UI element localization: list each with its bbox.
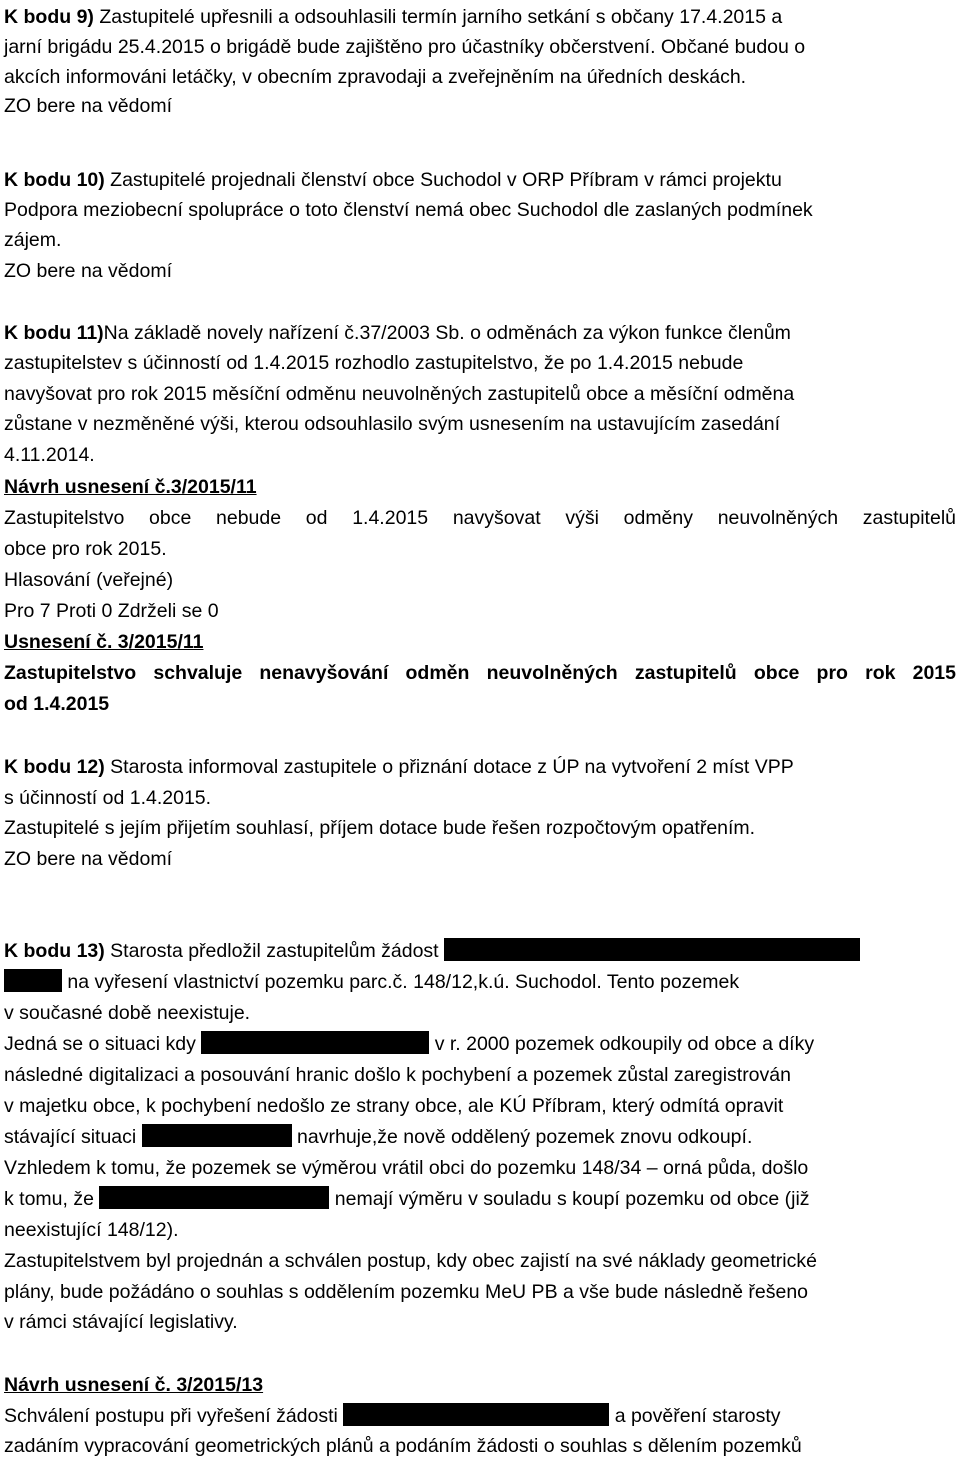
redaction-block — [444, 938, 860, 961]
point-13-line-1: K bodu 13) Starosta předložil zastupitelům žádost — [4, 936, 860, 966]
point-11-heading: K bodu 11) — [4, 322, 104, 344]
point-10-line-2: Podpora meziobecní spolupráce o toto členství nemá obec Suchodol dle zaslaných podmínek — [4, 199, 813, 221]
point-13-line-14: Schválení postupu při vyřešení žádosti a pověření starosty — [4, 1405, 781, 1427]
point-10-note: ZO bere na vědomí — [4, 260, 172, 282]
point-10-line-3: zájem. — [4, 229, 62, 251]
point-12-note: ZO bere na vědomí — [4, 848, 172, 870]
resolution-proposal-text-1: Zastupitelstvo obce nebude od 1.4.2015 navyšovat výši odměny neuvolněných zastupitelů — [4, 507, 956, 529]
point-13-line-3: v současné době neexistuje. — [4, 1002, 251, 1024]
point-12-heading: K bodu 12) — [4, 756, 105, 778]
point-13-line-15: zadáním vypracování geometrických plánů a podáním žádosti o souhlas s dělením pozemků — [4, 1435, 802, 1457]
point-12-line-1: K bodu 12) Starosta informoval zastupitele o přiznání dotace z ÚP na vytvoření 2 míst VPP — [4, 756, 794, 778]
point-13-line-7: stávající situaci navrhuje,že nově oddělený pozemek znovu odkoupí. — [4, 1126, 753, 1148]
point-11-line-1: K bodu 11)Na základě novely nařízení č.37/2003 Sb. o odměnách za výkon funkce členům — [4, 322, 791, 344]
redaction-block — [142, 1124, 292, 1147]
point-13-line-11: Zastupitelstvem byl projednán a schválen postup, kdy obec zajistí na své náklady geometrické — [4, 1250, 817, 1272]
point-13-line-10: neexistující 148/12). — [4, 1219, 179, 1241]
point-13-line-4: Jedná se o situaci kdy v r. 2000 pozemek odkoupily od obce a díky — [4, 1033, 815, 1055]
point-13-line-12: plány, bude požádáno o souhlas s oddělením pozemku MeU PB a vše bude následně řešeno — [4, 1281, 809, 1303]
redaction-block — [201, 1031, 429, 1054]
resolution-text-2: od 1.4.2015 — [4, 693, 110, 715]
point-12-line-3: Zastupitelé s jejím přijetím souhlasí, příjem dotace bude řešen rozpočtovým opatřením. — [4, 817, 756, 839]
point-11-line-2: zastupitelstev s účinností od 1.4.2015 rozhodlo zastupitelstvo, že po 1.4.2015 nebude — [4, 352, 744, 374]
point-9-line-3: akcích informováni letáčky, v obecním zpravodaji a zveřejněním na úředních deskách. — [4, 66, 747, 88]
point-13-line-5: následné digitalizaci a posouvání hranic došlo k pochybení a pozemek zůstal zaregistrován — [4, 1064, 791, 1086]
voting-result: Pro 7 Proti 0 Zdrželi se 0 — [4, 600, 219, 622]
voting-heading: Hlasování (veřejné) — [4, 569, 174, 591]
point-13-line-9: k tomu, že nemají výměru v souladu s koupí pozemku od obce (již — [4, 1188, 810, 1210]
point-9-note: ZO bere na vědomí — [4, 95, 172, 117]
point-10-line-1: K bodu 10) Zastupitelé projednali členství obce Suchodol v ORP Příbram v rámci projektu — [4, 169, 782, 191]
resolution-text-1: Zastupitelstvo schvaluje nenavyšování odměn neuvolněných zastupitelů obce pro rok 2015 — [4, 662, 956, 684]
point-9-line-2: jarní brigádu 25.4.2015 o brigádě bude zajištěno pro účastníky občerstvení. Občané budou o — [4, 36, 806, 58]
resolution-proposal-heading-13: Návrh usnesení č. 3/2015/13 — [4, 1374, 264, 1396]
resolution-proposal-heading: Návrh usnesení č.3/2015/11 — [4, 476, 257, 498]
point-13-line-6: v majetku obce, k pochybení nedošlo ze strany obce, ale KÚ Příbram, který odmítá opravit — [4, 1095, 784, 1117]
redaction-block — [343, 1403, 609, 1426]
point-13-line-13: v rámci stávající legislativy. — [4, 1311, 238, 1333]
point-13-line-2: na vyřesení vlastnictví pozemku parc.č. 148/12,k.ú. Suchodol. Tento pozemek — [4, 967, 739, 997]
redaction-block — [4, 969, 62, 992]
point-13-heading: K bodu 13) — [4, 940, 105, 962]
point-13-line-8: Vzhledem k tomu, že pozemek se výměrou vrátil obci do pozemku 148/34 – orná půda, došlo — [4, 1157, 809, 1179]
point-11-line-5: 4.11.2014. — [4, 444, 95, 466]
point-10-heading: K bodu 10) — [4, 169, 105, 191]
point-11-line-4: zůstane v nezměněné výši, kterou odsouhlasilo svým usnesením na ustavujícím zasedání — [4, 413, 781, 435]
resolution-heading: Usnesení č. 3/2015/11 — [4, 631, 204, 653]
point-9-heading: K bodu 9) — [4, 6, 94, 28]
point-12-line-2: s účinností od 1.4.2015. — [4, 787, 212, 809]
point-11-line-3: navyšovat pro rok 2015 měsíční odměnu neuvolněných zastupitelů obce a měsíční odměna — [4, 383, 795, 405]
point-9-line-1: K bodu 9) Zastupitelé upřesnili a odsouhlasili termín jarního setkání s občany 17.4.2015 a — [4, 6, 783, 28]
redaction-block — [99, 1186, 329, 1209]
resolution-proposal-text-2: obce pro rok 2015. — [4, 538, 167, 560]
